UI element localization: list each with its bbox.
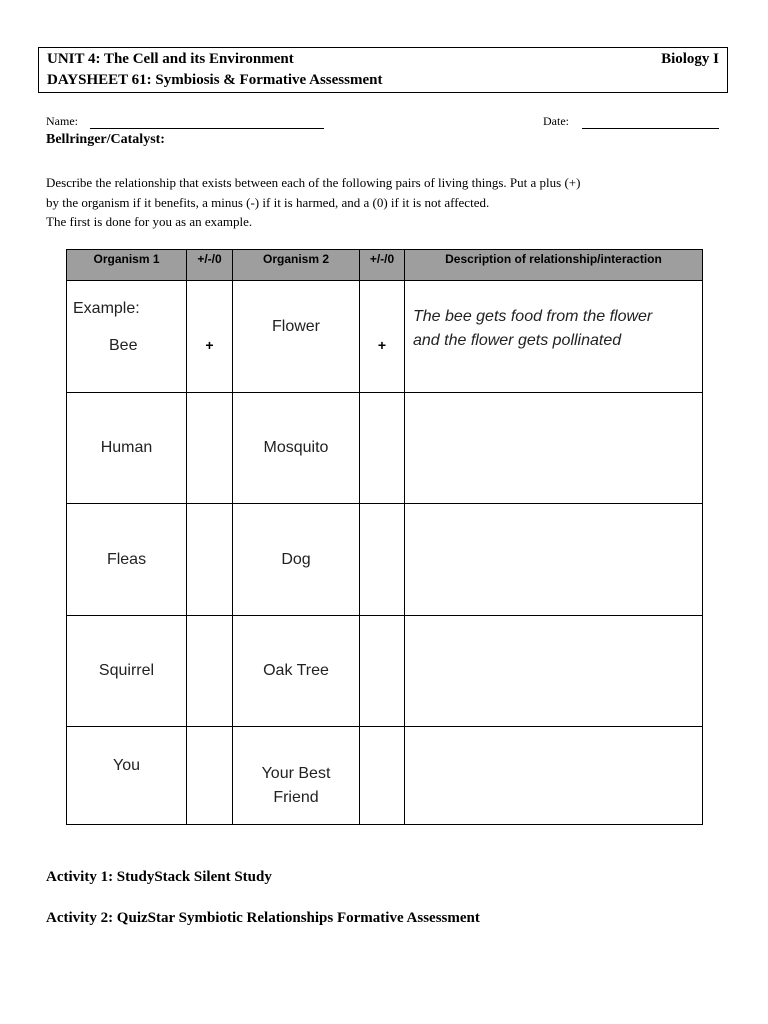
name-field[interactable] bbox=[90, 128, 324, 129]
course-title: Biology I bbox=[661, 51, 719, 67]
table-row bbox=[67, 616, 703, 727]
header-box bbox=[38, 47, 728, 93]
instructions bbox=[46, 173, 736, 232]
cell-sign-2[interactable] bbox=[360, 616, 405, 727]
header-description: Description of relationship/interaction bbox=[405, 250, 703, 281]
instruction-line: by the organism if it benefits, a minus (-) if it is harmed, and a (0) if it is not affected. bbox=[46, 194, 490, 210]
cell-sign-2[interactable] bbox=[360, 281, 405, 393]
cell-description[interactable] bbox=[405, 727, 703, 825]
cell-sign-1[interactable] bbox=[187, 727, 233, 825]
organism-1-text: You bbox=[113, 757, 140, 774]
organism-2-line: Friend bbox=[273, 789, 319, 806]
date-field[interactable] bbox=[582, 128, 719, 129]
organism-2-text: Dog bbox=[281, 550, 311, 568]
organism-1-text: Human bbox=[100, 439, 153, 456]
organism-2-text: Oak Tree bbox=[263, 662, 329, 679]
cell-description[interactable] bbox=[405, 393, 703, 504]
header-sign-1: +/-/0 bbox=[187, 250, 233, 281]
cell-sign-1[interactable] bbox=[187, 281, 233, 393]
description-line: The bee gets food from the flower bbox=[413, 308, 653, 325]
cell-organism-1 bbox=[67, 616, 187, 727]
table-header-row bbox=[67, 250, 703, 281]
cell-sign-2[interactable] bbox=[360, 727, 405, 825]
activity-1: Activity 1: StudyStack Silent Study bbox=[46, 869, 272, 885]
relationship-table bbox=[66, 249, 703, 825]
name-label: Name: bbox=[46, 114, 78, 128]
organism-2-text: Mosquito bbox=[263, 439, 329, 456]
cell-sign-1[interactable] bbox=[187, 393, 233, 504]
cell-sign-2[interactable] bbox=[360, 504, 405, 616]
organism-1-text: Bee bbox=[109, 337, 138, 354]
date-label: Date: bbox=[543, 114, 569, 128]
organism-2-line: Your Best bbox=[261, 765, 331, 782]
header-organism-1: Organism 1 bbox=[67, 250, 187, 281]
cell-organism-2 bbox=[233, 616, 360, 727]
cell-organism-1 bbox=[67, 504, 187, 616]
cell-description[interactable] bbox=[405, 504, 703, 616]
example-label: Example: bbox=[73, 300, 140, 317]
cell-description[interactable] bbox=[405, 616, 703, 727]
bellringer-heading: Bellringer/Catalyst: bbox=[46, 132, 165, 147]
example-description bbox=[413, 305, 652, 353]
cell-sign-2[interactable] bbox=[360, 393, 405, 504]
cell-description[interactable] bbox=[405, 281, 703, 393]
sign-2-value: + bbox=[377, 337, 387, 353]
organism-2-text: Flower bbox=[271, 318, 320, 335]
daysheet-title: DAYSHEET 61: Symbiosis & Formative Assessment bbox=[47, 72, 383, 88]
table-row-example bbox=[67, 281, 703, 393]
cell-organism-1 bbox=[67, 393, 187, 504]
instruction-line: Describe the relationship that exists between each of the following pairs of living things. Put a plus (+) bbox=[46, 175, 581, 190]
cell-organism-1 bbox=[67, 281, 187, 393]
organism-1-text: Squirrel bbox=[98, 662, 155, 679]
cell-organism-2 bbox=[233, 281, 360, 393]
description-line: and the flower gets pollinated bbox=[413, 332, 622, 349]
cell-organism-2 bbox=[233, 393, 360, 504]
organism-2-text bbox=[233, 762, 359, 810]
table-row bbox=[67, 393, 703, 504]
unit-title: UNIT 4: The Cell and its Environment bbox=[47, 51, 294, 67]
cell-organism-2 bbox=[233, 504, 360, 616]
table-row bbox=[67, 727, 703, 825]
cell-sign-1[interactable] bbox=[187, 616, 233, 727]
cell-sign-1[interactable] bbox=[187, 504, 233, 616]
table-row bbox=[67, 504, 703, 616]
activity-2: Activity 2: QuizStar Symbiotic Relationships Formative Assessment bbox=[46, 910, 480, 926]
instruction-line: The first is done for you as an example. bbox=[46, 214, 253, 229]
cell-organism-1 bbox=[67, 727, 187, 825]
header-sign-2: +/-/0 bbox=[360, 250, 405, 281]
header-organism-2: Organism 2 bbox=[233, 250, 360, 281]
sign-1-value: + bbox=[205, 337, 214, 353]
organism-1-text: Fleas bbox=[106, 550, 147, 568]
cell-organism-2 bbox=[233, 727, 360, 825]
